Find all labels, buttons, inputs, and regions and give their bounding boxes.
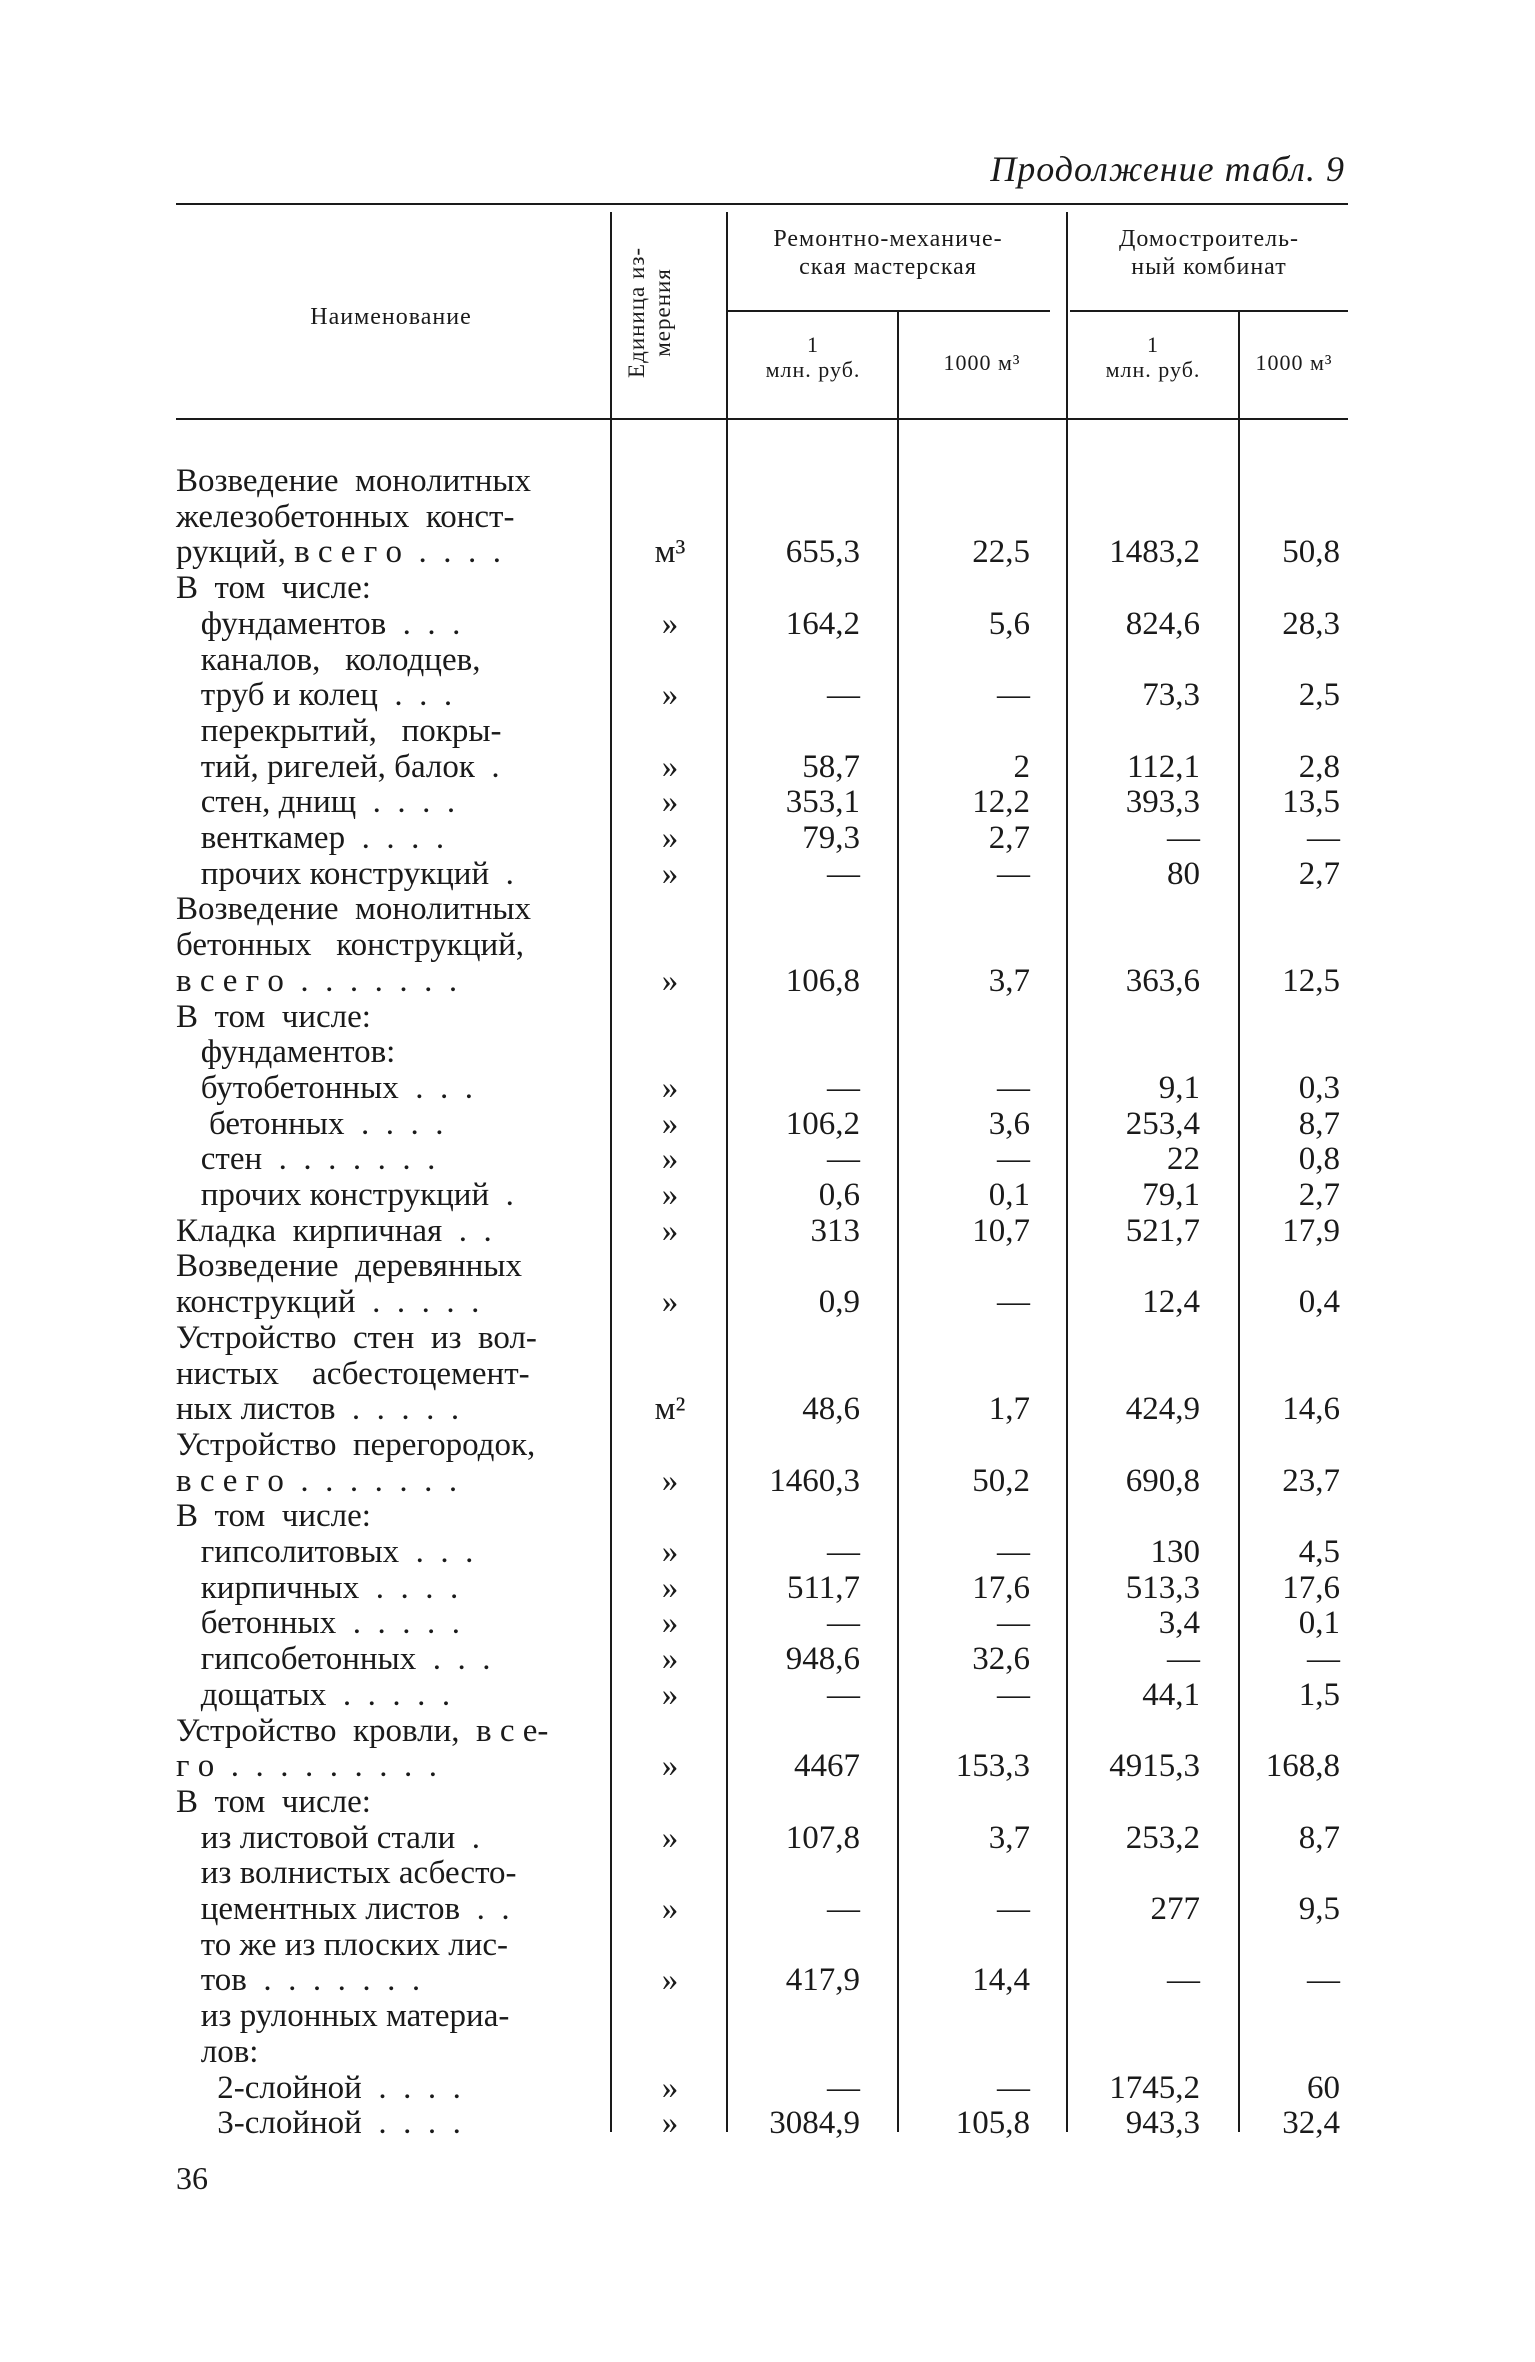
row-name: стен . . . . . . .: [176, 1141, 436, 1177]
row-name: из рулонных материа-: [176, 1998, 510, 2034]
row-value: 107,8: [785, 1820, 860, 1856]
row-value: 277: [1150, 1891, 1200, 1927]
row-value: 0,9: [818, 1284, 860, 1320]
row-value: 363,6: [1125, 963, 1200, 999]
row-value: —: [827, 1891, 860, 1927]
row-value: 3,7: [988, 1820, 1030, 1856]
row-unit: »: [661, 1177, 679, 1213]
row-name: 3-слойной . . . .: [176, 2105, 461, 2141]
row-value: 44,1: [1142, 1677, 1200, 1713]
row-unit: »: [661, 1070, 679, 1106]
row-value: 1,7: [988, 1391, 1030, 1427]
row-unit: »: [661, 856, 679, 892]
row-value: 22,5: [972, 534, 1030, 570]
row-value: 106,8: [785, 963, 860, 999]
row-value: 690,8: [1125, 1463, 1200, 1499]
row-name: бетонных . . . . .: [176, 1605, 460, 1641]
row-unit: »: [661, 1820, 679, 1856]
row-name: Устройство кровли, в с е-: [176, 1713, 549, 1749]
row-value: 3,7: [988, 963, 1030, 999]
page-number: 36: [176, 2160, 208, 2196]
row-value: 0,8: [1298, 1141, 1340, 1177]
row-value: 17,6: [972, 1570, 1030, 1606]
row-name: в с е г о . . . . . . .: [176, 1463, 458, 1499]
row-value: 0,1: [988, 1177, 1030, 1213]
row-name: Возведение монолитных: [176, 891, 532, 927]
row-value: —: [997, 1141, 1030, 1177]
row-value: 106,2: [785, 1106, 860, 1142]
row-name: перекрытий, покры-: [176, 713, 502, 749]
row-value: 0,4: [1298, 1284, 1340, 1320]
row-name: дощатых . . . . .: [176, 1677, 451, 1713]
row-unit: »: [661, 1570, 679, 1606]
row-value: 10,7: [972, 1213, 1030, 1249]
col-sep-group2: [1066, 212, 1068, 2132]
row-name: Устройство стен из вол-: [176, 1320, 537, 1356]
row-value: —: [827, 2070, 860, 2106]
row-value: —: [827, 1677, 860, 1713]
row-value: 79,3: [802, 820, 860, 856]
row-name: в с е г о . . . . . . .: [176, 963, 458, 999]
row-value: 112,1: [1126, 749, 1200, 785]
row-name: прочих конструкций .: [176, 856, 514, 892]
row-name: то же из плоских лис-: [176, 1927, 508, 1963]
row-name: тий, ригелей, балок .: [176, 749, 500, 785]
row-value: 105,8: [955, 2105, 1030, 2141]
row-value: 1483,2: [1109, 534, 1200, 570]
row-value: 32,6: [972, 1641, 1030, 1677]
row-value: 513,3: [1125, 1570, 1200, 1606]
subheader-rule-left: [728, 310, 1050, 312]
row-value: 417,9: [785, 1962, 860, 1998]
row-value: 12,4: [1142, 1284, 1200, 1320]
row-value: —: [997, 1070, 1030, 1106]
row-value: —: [827, 1070, 860, 1106]
row-value: 50,2: [972, 1463, 1030, 1499]
row-value: 1745,2: [1109, 2070, 1200, 2106]
row-name: нистых асбестоцемент-: [176, 1356, 530, 1392]
row-unit: »: [661, 1463, 679, 1499]
row-value: 32,4: [1282, 2105, 1340, 2141]
header-group1: Ремонтно-механиче- ская мастерская: [773, 226, 1003, 280]
row-name: 2-слойной . . . .: [176, 2070, 461, 2106]
row-value: 4,5: [1298, 1534, 1340, 1570]
row-unit: »: [661, 1605, 679, 1641]
row-unit: »: [661, 2105, 679, 2141]
subheader-rule-right: [1070, 310, 1348, 312]
header-bottom-rule: [176, 418, 1348, 420]
col-sep-sub2: [897, 312, 899, 2132]
row-value: 12,2: [972, 784, 1030, 820]
row-unit: »: [661, 1891, 679, 1927]
row-value: —: [997, 856, 1030, 892]
row-value: —: [1307, 1641, 1340, 1677]
row-value: 3084,9: [769, 2105, 860, 2141]
header-sub3: 1 млн. руб.: [1105, 332, 1201, 383]
row-name: кирпичных . . . .: [176, 1570, 459, 1606]
row-value: 14,4: [972, 1962, 1030, 1998]
row-name: бутобетонных . . .: [176, 1070, 473, 1106]
row-value: 23,7: [1282, 1463, 1340, 1499]
row-value: 48,6: [802, 1391, 860, 1427]
row-name: г о . . . . . . . . .: [176, 1748, 438, 1784]
row-name: из волнистых асбесто-: [176, 1855, 517, 1891]
row-value: 13,5: [1282, 784, 1340, 820]
row-value: 12,5: [1282, 963, 1340, 999]
row-value: 60: [1307, 2070, 1340, 2106]
row-value: 4467: [794, 1748, 860, 1784]
row-value: —: [997, 1284, 1030, 1320]
header-group2: Домостроитель- ный комбинат: [1118, 226, 1300, 280]
row-value: 511,7: [786, 1570, 860, 1606]
row-unit: »: [661, 1284, 679, 1320]
row-value: 9,5: [1298, 1891, 1340, 1927]
table-top-rule: [176, 203, 1348, 205]
row-name: бетонных конструкций,: [176, 927, 525, 963]
row-unit: »: [661, 1962, 679, 1998]
row-unit: м³: [654, 534, 686, 570]
row-name: цементных листов . .: [176, 1891, 510, 1927]
row-value: 4915,3: [1109, 1748, 1200, 1784]
row-unit: »: [661, 677, 679, 713]
row-value: —: [1167, 1962, 1200, 1998]
row-name: труб и колец . . .: [176, 677, 453, 713]
row-unit: »: [661, 749, 679, 785]
row-value: —: [1307, 1962, 1340, 1998]
row-value: 5,6: [988, 606, 1030, 642]
row-unit: »: [661, 1106, 679, 1142]
row-value: 313: [810, 1213, 860, 1249]
row-unit: »: [661, 1641, 679, 1677]
row-name: В том числе:: [176, 999, 371, 1035]
row-value: 14,6: [1282, 1391, 1340, 1427]
row-value: 655,3: [785, 534, 860, 570]
row-unit: »: [661, 963, 679, 999]
row-name: венткамер . . . .: [176, 820, 445, 856]
row-value: 50,8: [1282, 534, 1340, 570]
row-unit: »: [661, 1748, 679, 1784]
row-value: 164,2: [785, 606, 860, 642]
row-value: —: [997, 677, 1030, 713]
row-value: —: [997, 1891, 1030, 1927]
row-name: Кладка кирпичная . .: [176, 1213, 492, 1249]
row-value: —: [1167, 1641, 1200, 1677]
row-name: фундаментов . . .: [176, 606, 461, 642]
row-value: —: [827, 1605, 860, 1641]
row-name: конструкций . . . . .: [176, 1284, 480, 1320]
header-sub2: 1000 м³: [943, 350, 1021, 375]
row-value: 80: [1167, 856, 1200, 892]
row-unit: »: [661, 2070, 679, 2106]
row-value: 824,6: [1125, 606, 1200, 642]
row-name: прочих конструкций .: [176, 1177, 514, 1213]
row-name: стен, днищ . . . .: [176, 784, 456, 820]
row-name: бетонных . . . .: [176, 1106, 444, 1142]
row-name: рукций, в с е г о . . . .: [176, 534, 501, 570]
row-value: 0,6: [818, 1177, 860, 1213]
row-value: 17,9: [1282, 1213, 1340, 1249]
row-value: —: [997, 1534, 1030, 1570]
row-value: 3,4: [1158, 1605, 1200, 1641]
row-value: —: [997, 1677, 1030, 1713]
header-unit: [620, 212, 680, 412]
header-sub4: 1000 м³: [1255, 350, 1333, 375]
row-value: 393,3: [1125, 784, 1200, 820]
row-name: Возведение деревянных: [176, 1248, 522, 1284]
row-name: каналов, колодцев,: [176, 642, 481, 678]
row-value: 2,7: [1298, 1177, 1340, 1213]
row-value: —: [1167, 820, 1200, 856]
row-name: из листовой стали .: [176, 1820, 481, 1856]
header-sub1: 1 млн. руб.: [765, 332, 861, 383]
row-value: 153,3: [955, 1748, 1030, 1784]
row-value: 9,1: [1158, 1070, 1200, 1106]
row-value: 17,6: [1282, 1570, 1340, 1606]
row-unit: »: [661, 1534, 679, 1570]
row-value: 58,7: [802, 749, 860, 785]
row-value: 79,1: [1142, 1177, 1200, 1213]
row-value: —: [1307, 820, 1340, 856]
row-value: —: [997, 1605, 1030, 1641]
header-name: Наименование: [310, 304, 472, 330]
row-value: 2,5: [1298, 677, 1340, 713]
row-value: 2,7: [1298, 856, 1340, 892]
col-sep-unit: [610, 212, 612, 2132]
row-value: 2,8: [1298, 749, 1340, 785]
row-value: 22: [1167, 1141, 1200, 1177]
row-value: 2,7: [988, 820, 1030, 856]
table-caption: Продолжение табл. 9: [990, 149, 1345, 189]
row-value: 943,3: [1125, 2105, 1200, 2141]
row-value: 253,2: [1125, 1820, 1200, 1856]
row-unit: »: [661, 784, 679, 820]
row-value: —: [827, 677, 860, 713]
row-unit: м²: [654, 1391, 686, 1427]
row-name: лов:: [176, 2034, 259, 2070]
row-unit: »: [661, 606, 679, 642]
row-unit: »: [661, 1677, 679, 1713]
row-value: —: [997, 2070, 1030, 2106]
row-name: В том числе:: [176, 570, 371, 606]
row-unit: »: [661, 1213, 679, 1249]
row-value: 948,6: [785, 1641, 860, 1677]
row-name: Возведение монолитных: [176, 463, 532, 499]
row-name: В том числе:: [176, 1784, 371, 1820]
row-value: 3,6: [988, 1106, 1030, 1142]
row-value: 521,7: [1125, 1213, 1200, 1249]
row-name: Устройство перегородок,: [176, 1427, 536, 1463]
row-name: фундаментов:: [176, 1034, 396, 1070]
row-value: —: [827, 1534, 860, 1570]
row-value: 73,3: [1142, 677, 1200, 713]
row-value: 353,1: [785, 784, 860, 820]
row-value: 28,3: [1282, 606, 1340, 642]
row-value: 2: [1013, 749, 1030, 785]
row-unit: »: [661, 820, 679, 856]
row-value: 253,4: [1125, 1106, 1200, 1142]
row-unit: »: [661, 1141, 679, 1177]
row-name: В том числе:: [176, 1498, 371, 1534]
col-sep-group1: [726, 212, 728, 2132]
header-unit-text: Единица из- мерения: [623, 246, 675, 378]
row-name: гипсолитовых . . .: [176, 1534, 474, 1570]
row-value: 424,9: [1125, 1391, 1200, 1427]
row-value: 8,7: [1298, 1106, 1340, 1142]
row-value: 1460,3: [769, 1463, 860, 1499]
row-value: 8,7: [1298, 1820, 1340, 1856]
row-value: 1,5: [1298, 1677, 1340, 1713]
row-value: 130: [1150, 1534, 1200, 1570]
row-name: ных листов . . . . .: [176, 1391, 460, 1427]
row-name: железобетонных конст-: [176, 499, 515, 535]
row-name: тов . . . . . . .: [176, 1962, 421, 1998]
row-name: гипсобетонных . . .: [176, 1641, 491, 1677]
row-value: —: [827, 1141, 860, 1177]
row-value: 0,1: [1298, 1605, 1340, 1641]
row-value: —: [827, 856, 860, 892]
row-value: 168,8: [1265, 1748, 1340, 1784]
row-value: 0,3: [1298, 1070, 1340, 1106]
